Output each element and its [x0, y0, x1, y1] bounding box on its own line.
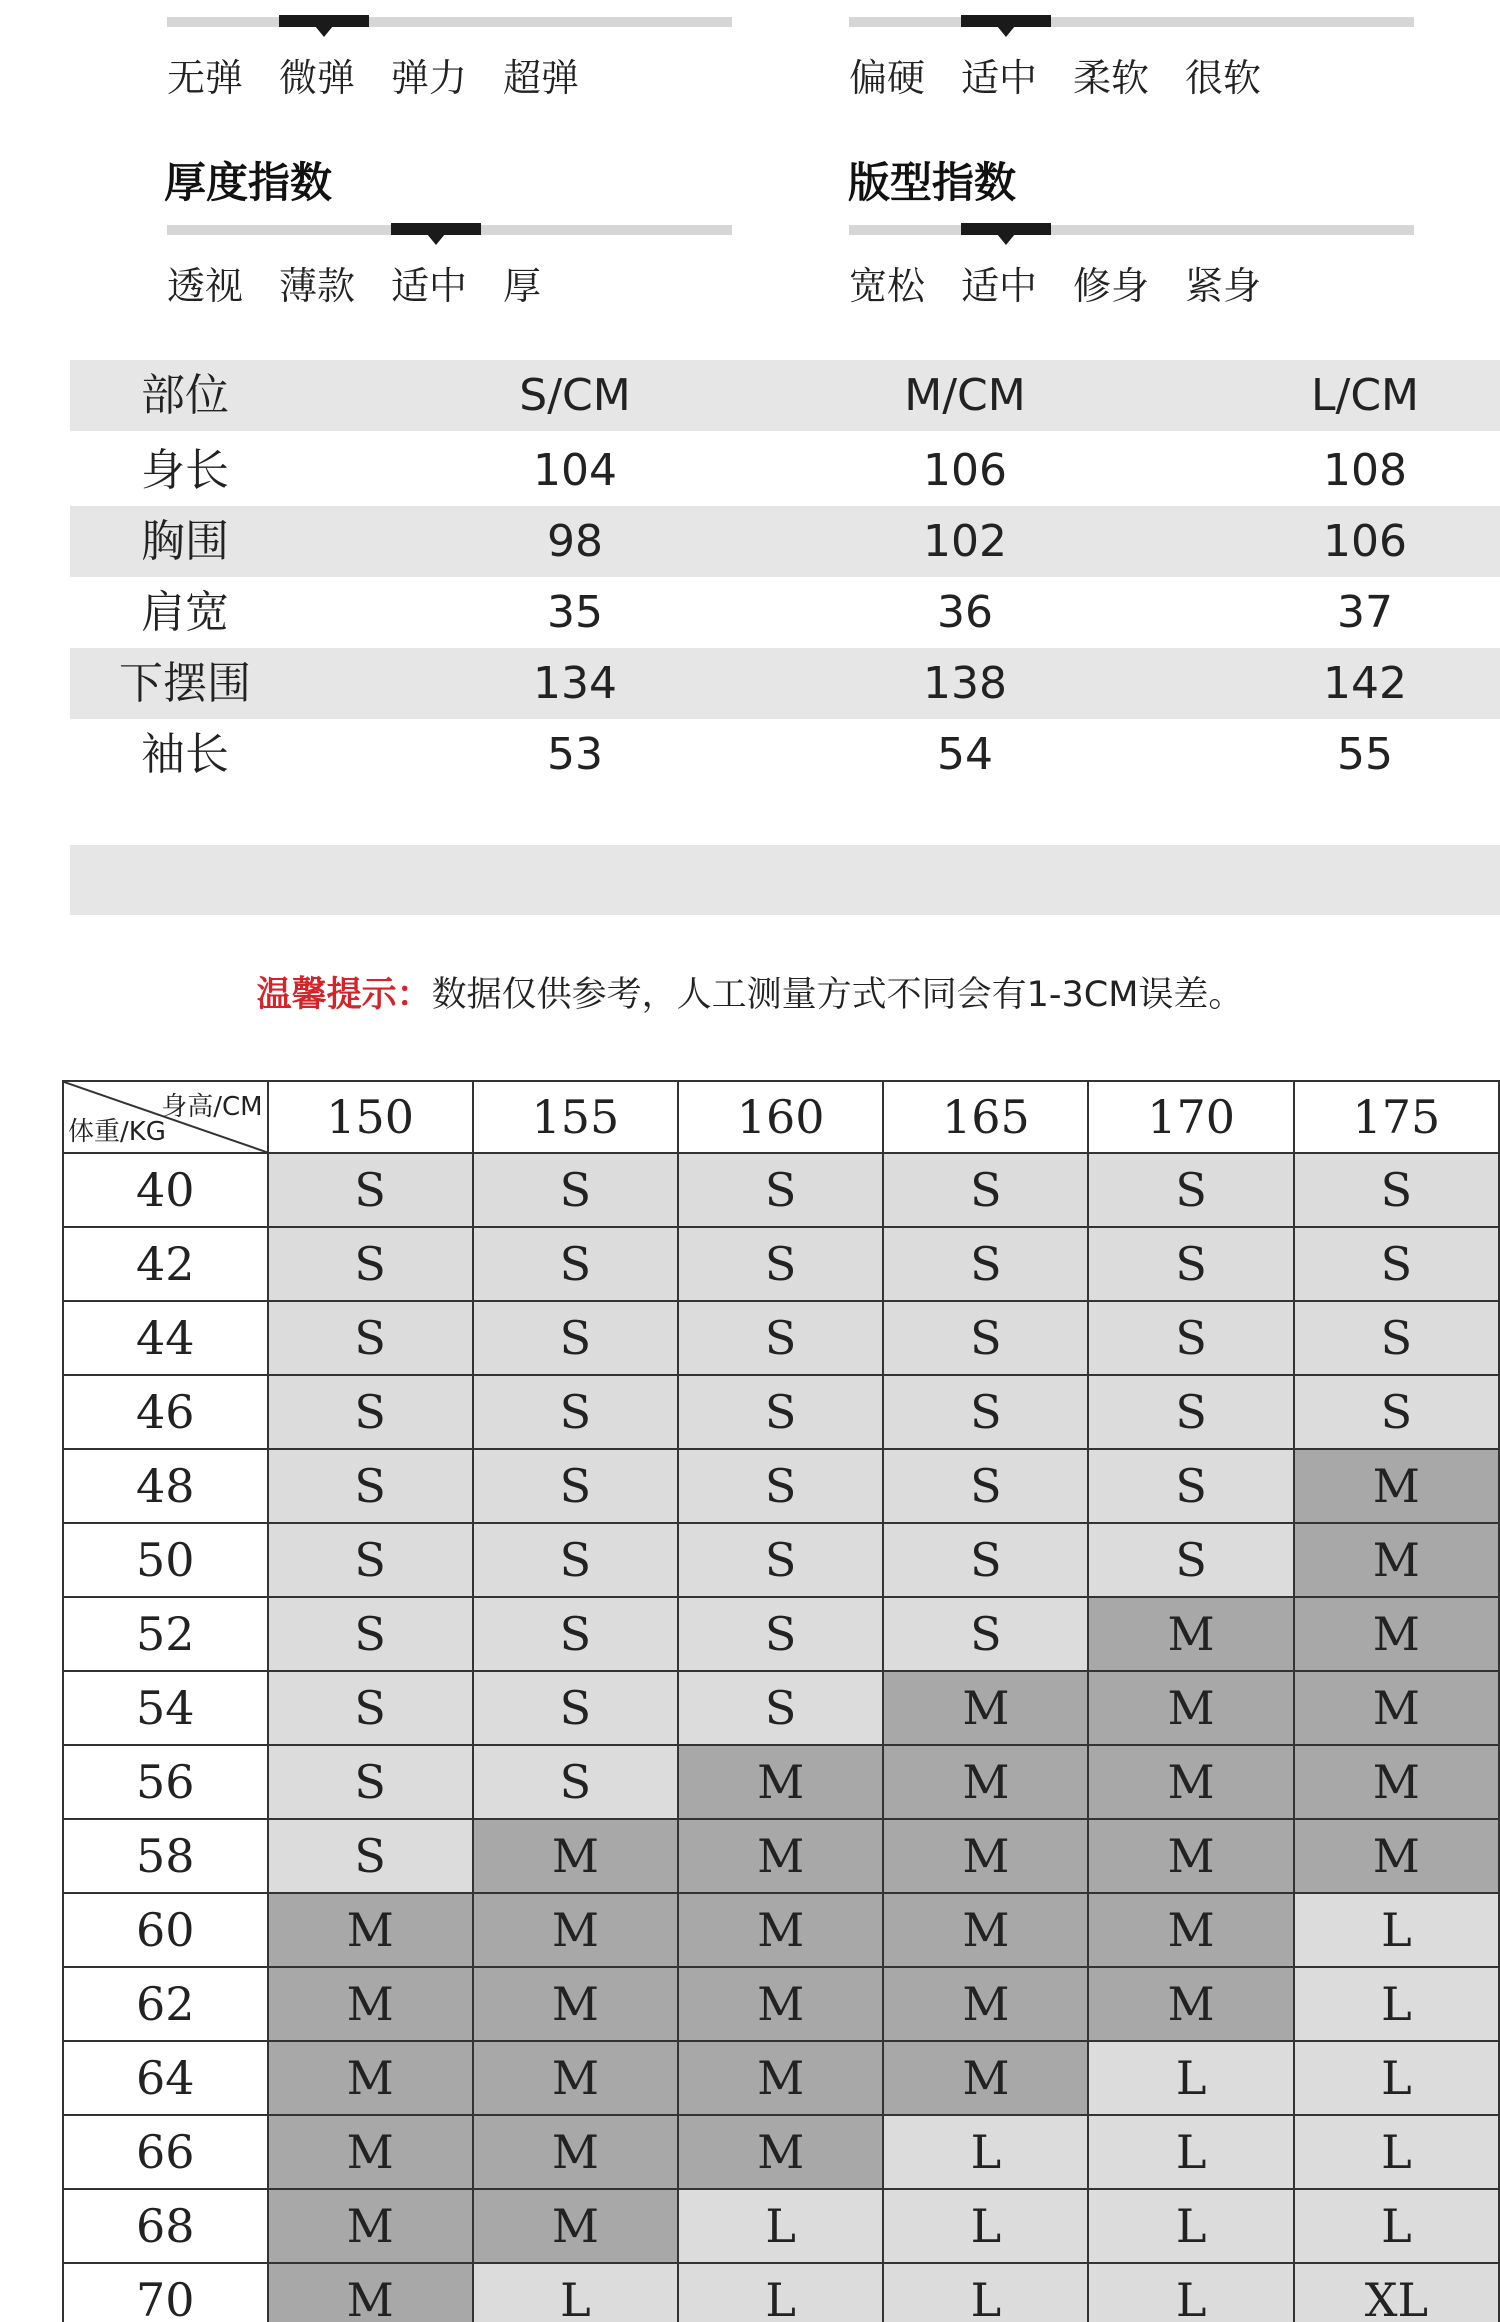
- measurement-value: 106: [923, 445, 1007, 496]
- height-column-header: 170: [1088, 1081, 1293, 1153]
- grid-corner-header: [63, 1081, 268, 1153]
- weight-label: 56: [63, 1745, 268, 1819]
- size-cell: M: [883, 1819, 1088, 1893]
- size-cell: M: [1088, 1967, 1293, 2041]
- size-cell: S: [473, 1523, 678, 1597]
- measurement-part: 袖长: [141, 729, 229, 780]
- size-cell: M: [1088, 1893, 1293, 1967]
- measurement-part: 身长: [141, 445, 229, 496]
- weight-row: [63, 1227, 1499, 1301]
- weight-row: [63, 2115, 1499, 2189]
- size-recommendation-grid: [62, 1080, 1500, 2322]
- measurement-part: 肩宽: [141, 587, 229, 638]
- fit-option: 宽松: [849, 264, 926, 308]
- size-cell: S: [883, 1375, 1088, 1449]
- thickness-marker: [391, 223, 481, 235]
- size-cell: M: [1294, 1523, 1499, 1597]
- size-cell: S: [268, 1523, 473, 1597]
- weight-label: 52: [63, 1597, 268, 1671]
- thickness-option: 透视: [167, 264, 244, 308]
- fit-marker: [961, 223, 1051, 235]
- size-cell: L: [1088, 2115, 1293, 2189]
- size-cell: L: [1294, 2041, 1499, 2115]
- measurement-value: 53: [547, 729, 603, 780]
- measurement-value: 102: [923, 516, 1007, 567]
- measurement-value: 142: [1323, 658, 1407, 709]
- size-cell: S: [268, 1227, 473, 1301]
- size-cell: M: [883, 1671, 1088, 1745]
- size-cell: M: [678, 2115, 883, 2189]
- size-cell: S: [678, 1597, 883, 1671]
- size-cell: S: [883, 1449, 1088, 1523]
- size-cell: M: [473, 2041, 678, 2115]
- fit-option: 适中: [961, 264, 1038, 308]
- size-cell: S: [883, 1301, 1088, 1375]
- header-part: 部位: [141, 370, 229, 421]
- weight-row: [63, 2041, 1499, 2115]
- height-column-header: 155: [473, 1081, 678, 1153]
- softness-option: 很软: [1185, 56, 1262, 100]
- size-cell: M: [1294, 1671, 1499, 1745]
- measurement-header-row: [70, 360, 1500, 431]
- measurement-row: [70, 435, 1500, 506]
- weight-row: [63, 1153, 1499, 1227]
- size-cell: S: [678, 1523, 883, 1597]
- size-cell: S: [268, 1745, 473, 1819]
- weight-label: 62: [63, 1967, 268, 2041]
- height-column-header: 150: [268, 1081, 473, 1153]
- measurement-value: 54: [937, 729, 993, 780]
- measurement-part: 胸围: [141, 516, 229, 567]
- measurement-tip: [0, 967, 1500, 1017]
- tip-text: 数据仅供参考，人工测量方式不同会有1-3CM误差。: [431, 975, 1244, 1015]
- thickness-option: 薄款: [279, 264, 356, 308]
- height-column-header: 175: [1294, 1081, 1499, 1153]
- measurement-row: [70, 506, 1500, 577]
- header-size-l: L/CM: [1310, 370, 1420, 421]
- size-cell: M: [473, 2189, 678, 2263]
- size-cell: S: [1088, 1301, 1293, 1375]
- weight-label: 66: [63, 2115, 268, 2189]
- weight-row: [63, 1671, 1499, 1745]
- size-cell: S: [678, 1449, 883, 1523]
- size-cell: S: [268, 1449, 473, 1523]
- weight-label: 60: [63, 1893, 268, 1967]
- weight-row: [63, 1745, 1499, 1819]
- size-cell: L: [1088, 2041, 1293, 2115]
- size-cell: S: [473, 1301, 678, 1375]
- measurement-value: 138: [923, 658, 1007, 709]
- size-cell: M: [678, 1745, 883, 1819]
- size-cell: S: [678, 1671, 883, 1745]
- size-cell: M: [268, 1967, 473, 2041]
- size-cell: S: [883, 1523, 1088, 1597]
- weight-label: 68: [63, 2189, 268, 2263]
- size-cell: S: [678, 1227, 883, 1301]
- size-cell: M: [1294, 1597, 1499, 1671]
- size-cell: L: [1088, 2263, 1293, 2322]
- measurement-value: 134: [533, 658, 617, 709]
- weight-label: 42: [63, 1227, 268, 1301]
- size-cell: S: [473, 1153, 678, 1227]
- size-cell: M: [883, 1745, 1088, 1819]
- weight-row: [63, 1375, 1499, 1449]
- size-cell: L: [678, 2189, 883, 2263]
- size-cell: S: [678, 1301, 883, 1375]
- thickness-index-title: 厚度指数: [164, 158, 333, 207]
- elasticity-track: [167, 17, 732, 27]
- size-cell: XL: [1294, 2263, 1499, 2322]
- softness-track: [849, 17, 1414, 27]
- fit-option: 紧身: [1185, 264, 1262, 308]
- size-cell: L: [1088, 2189, 1293, 2263]
- header-size-m: M/CM: [904, 370, 1026, 421]
- weight-label: 48: [63, 1449, 268, 1523]
- measurement-row: [70, 719, 1500, 790]
- size-cell: L: [883, 2263, 1088, 2322]
- measurement-part: 下摆围: [119, 658, 251, 709]
- size-cell: L: [883, 2189, 1088, 2263]
- weight-row: [63, 1597, 1499, 1671]
- measurement-value: 98: [547, 516, 603, 567]
- size-cell: M: [473, 2115, 678, 2189]
- weight-label: 64: [63, 2041, 268, 2115]
- size-cell: M: [883, 1967, 1088, 2041]
- height-column-header: 165: [883, 1081, 1088, 1153]
- size-cell: L: [1294, 2115, 1499, 2189]
- thickness-option: 适中: [391, 264, 468, 308]
- size-cell: M: [678, 2041, 883, 2115]
- size-cell: S: [678, 1375, 883, 1449]
- size-cell: S: [473, 1227, 678, 1301]
- size-cell: M: [1088, 1745, 1293, 1819]
- size-cell: M: [1088, 1819, 1293, 1893]
- size-cell: L: [473, 2263, 678, 2322]
- size-cell: L: [1294, 1893, 1499, 1967]
- size-cell: S: [1088, 1523, 1293, 1597]
- measurement-table-footer: [70, 845, 1500, 915]
- size-cell: M: [268, 2263, 473, 2322]
- size-cell: M: [473, 1819, 678, 1893]
- weight-row: [63, 1301, 1499, 1375]
- size-cell: M: [268, 1893, 473, 1967]
- measurement-value: 108: [1323, 445, 1407, 496]
- size-cell: L: [883, 2115, 1088, 2189]
- thickness-option: 厚: [503, 264, 542, 308]
- weight-row: [63, 1893, 1499, 1967]
- size-cell: S: [1088, 1449, 1293, 1523]
- measurement-row: [70, 577, 1500, 648]
- size-cell: S: [473, 1449, 678, 1523]
- size-cell: S: [883, 1597, 1088, 1671]
- measurement-value: 106: [1323, 516, 1407, 567]
- tip-label: 温馨提示：: [256, 975, 432, 1015]
- size-cell: S: [268, 1671, 473, 1745]
- elasticity-marker: [279, 15, 369, 27]
- weight-label: 44: [63, 1301, 268, 1375]
- weight-label: 40: [63, 1153, 268, 1227]
- weight-label: 70: [63, 2263, 268, 2322]
- elasticity-option: 微弹: [279, 56, 356, 100]
- weight-label: 58: [63, 1819, 268, 1893]
- size-cell: S: [678, 1153, 883, 1227]
- height-axis-label: 身高/CM: [161, 1092, 263, 1122]
- size-cell: S: [473, 1597, 678, 1671]
- size-cell: S: [1294, 1301, 1499, 1375]
- size-cell: M: [678, 1819, 883, 1893]
- size-cell: M: [678, 1967, 883, 2041]
- size-cell: L: [678, 2263, 883, 2322]
- size-cell: M: [473, 1893, 678, 1967]
- size-cell: S: [268, 1301, 473, 1375]
- fit-track: [849, 225, 1414, 235]
- measurement-value: 55: [1337, 729, 1393, 780]
- size-cell: S: [1294, 1375, 1499, 1449]
- size-cell: S: [883, 1153, 1088, 1227]
- size-cell: S: [473, 1745, 678, 1819]
- size-cell: S: [1088, 1227, 1293, 1301]
- size-cell: M: [1294, 1745, 1499, 1819]
- size-cell: S: [883, 1227, 1088, 1301]
- size-cell: S: [1294, 1153, 1499, 1227]
- size-cell: M: [1088, 1597, 1293, 1671]
- size-cell: M: [1294, 1449, 1499, 1523]
- size-cell: M: [473, 1967, 678, 2041]
- softness-option: 偏硬: [849, 56, 926, 100]
- measurement-value: 104: [533, 445, 617, 496]
- size-cell: M: [268, 2189, 473, 2263]
- size-cell: L: [1294, 2189, 1499, 2263]
- size-cell: S: [1088, 1375, 1293, 1449]
- size-cell: M: [883, 2041, 1088, 2115]
- size-cell: M: [1088, 1671, 1293, 1745]
- measurement-value: 37: [1337, 587, 1393, 638]
- size-cell: S: [268, 1819, 473, 1893]
- size-cell: M: [883, 1893, 1088, 1967]
- elasticity-option: 弹力: [391, 56, 468, 100]
- fit-option: 修身: [1073, 264, 1150, 308]
- size-cell: S: [1294, 1227, 1499, 1301]
- size-cell: S: [268, 1597, 473, 1671]
- softness-option: 柔软: [1073, 56, 1150, 100]
- size-cell: M: [678, 1893, 883, 1967]
- weight-row: [63, 2263, 1499, 2322]
- weight-label: 46: [63, 1375, 268, 1449]
- elasticity-option: 超弹: [503, 56, 580, 100]
- measurement-row: [70, 648, 1500, 719]
- size-cell: S: [1088, 1153, 1293, 1227]
- weight-axis-label: 体重/KG: [68, 1117, 166, 1147]
- weight-label: 54: [63, 1671, 268, 1745]
- size-cell: S: [473, 1671, 678, 1745]
- softness-marker: [961, 15, 1051, 27]
- elasticity-option: 无弹: [167, 56, 244, 100]
- size-cell: M: [268, 2041, 473, 2115]
- weight-row: [63, 1967, 1499, 2041]
- fit-index-title: 版型指数: [848, 158, 1017, 207]
- weight-row: [63, 2189, 1499, 2263]
- softness-option: 适中: [961, 56, 1038, 100]
- size-cell: S: [268, 1153, 473, 1227]
- size-cell: M: [268, 2115, 473, 2189]
- measurement-value: 36: [937, 587, 993, 638]
- measurement-value: 35: [547, 587, 603, 638]
- height-column-header: 160: [678, 1081, 883, 1153]
- header-size-s: S/CM: [519, 370, 631, 421]
- size-cell: S: [268, 1375, 473, 1449]
- size-cell: M: [1294, 1819, 1499, 1893]
- size-cell: L: [1294, 1967, 1499, 2041]
- weight-row: [63, 1819, 1499, 1893]
- size-cell: S: [473, 1375, 678, 1449]
- weight-row: [63, 1523, 1499, 1597]
- weight-row: [63, 1449, 1499, 1523]
- weight-label: 50: [63, 1523, 268, 1597]
